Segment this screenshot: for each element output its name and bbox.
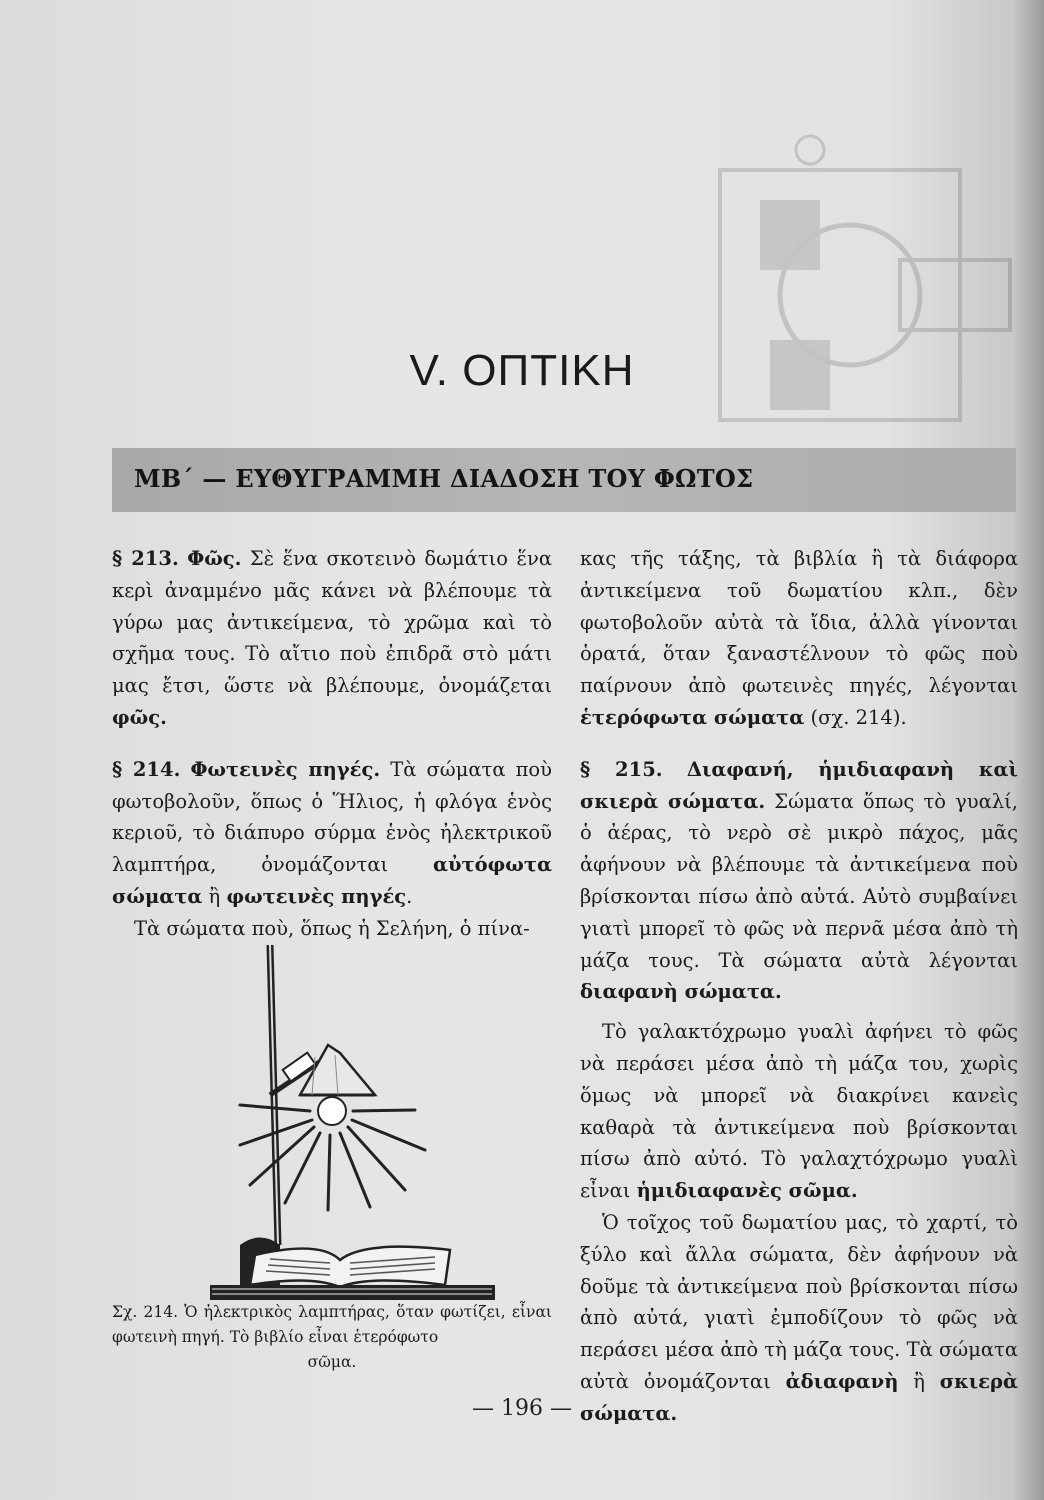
paragraph-number: § 214. <box>112 757 181 781</box>
paragraph-continued <box>580 543 1018 734</box>
caption-end: σῶμα. <box>307 1353 357 1371</box>
paragraph-heading: Φῶς. <box>187 547 242 570</box>
term-transparent: διαφανὴ σώματα. <box>580 980 782 1004</box>
paragraph-text: κας τῆς τάξης, τὰ βιβλία ἢ τὰ διάφορα ἀντικείμενα τοῦ δωματίου κλπ., δὲν φωτοβολοῦν αὐτὰ τὰ ἴδια, ἀλλὰ γίνονται ὁρατά, ὅταν ξαναστέλνουν τὸ φῶς ποὺ παίρνουν ἀπὸ φωτεινὲς πηγές, λέγονται <box>580 547 1018 698</box>
paragraph-number: § 215. <box>580 757 663 781</box>
punctuation: . <box>406 884 413 908</box>
paragraph-text: Σώματα ὅπως τὸ γυαλί, ὁ ἀέρας, τὸ νερὸ σὲ μικρὸ πάχος, μᾶς ἀφήνουν νὰ βλέπουμε τὰ ἀντικείμενα ποὺ βρίσκονται πίσω ἀπὸ αὐτά. Αὐτὸ συμβαίνει γιατὶ μπορεῖ τὸ φῶς νὰ περνᾶ μέσα ἀπὸ τὴ μάζα τους. Τὰ σώματα αὐτὰ λέγονται <box>580 789 1018 972</box>
paragraph-heading: Διαφανή, ἡμιδιαφανὴ καὶ σκιερὰ σώματα. <box>580 757 1018 813</box>
chapter-title: V. ΟΠΤΙΚΗ <box>409 346 635 395</box>
term-self-luminous: αὐτόφωτα σώματα <box>112 853 552 908</box>
term-shadow-casting: σκιερὰ σώματα. <box>580 1369 1018 1425</box>
right-column <box>580 543 1018 1430</box>
paragraph-text: Τὸ γαλακτόχρωμο γυαλὶ ἀφήνει τὸ φῶς νὰ περάσει μέσα ἀπὸ τὴ μάζα του, χωρὶς ὅμως νὰ μπορεῖ νὰ διακρίνει κανεὶς καθαρὰ τὰ ἀντικείμενα ποὺ βρίσκονται πίσω ἀπὸ αὐτό. Τὸ γαλαχτόχρωμο γυαλὶ εἶναι <box>580 1020 1018 1203</box>
paragraph-215 <box>580 754 1018 1008</box>
conjunction: ἢ <box>898 1369 940 1393</box>
paragraph-heading: Φωτεινὲς πηγές. <box>190 757 381 781</box>
term-non-luminous: ἑτερόφωτα σώματα <box>580 705 805 729</box>
paragraph-text: Τὰ σώματα ποὺ φωτοβολοῦν, ὅπως ὁ Ἥλιος, ἡ φλόγα ἑνὸς κεριοῦ, τὸ διάπυρο σύρμα ἑνὸς ἠλεκτρικοῦ λαμπτήρα, ὀνομάζονται <box>112 757 552 877</box>
section-title: ΜΒ΄ — ΕΥΘΥΓΡΑΜΜΗ ΔΙΑΔΟΣΗ ΤΟΥ ΦΩΤΟΣ <box>134 464 754 493</box>
paragraph-number: § 213. <box>112 547 179 570</box>
caption-text: Ὁ ἠλεκτρικὸς λαμπτήρας, ὅταν φωτίζει, εἶναι φωτεινὴ πηγή. Τὸ βιβλίο εἶναι ἑτερόφωτο <box>112 1303 552 1346</box>
figure-caption <box>112 1300 552 1375</box>
term-light-sources: φωτεινὲς πηγές <box>226 884 407 908</box>
conjunction: ἢ <box>202 884 227 908</box>
bleed-through-text <box>110 86 550 356</box>
term-opaque: ἀδιαφανὴ <box>785 1369 899 1393</box>
left-column <box>112 543 552 945</box>
lamp-and-book-illustration <box>200 945 500 1300</box>
paragraph-213 <box>112 543 552 734</box>
page-number: — 196 — <box>472 1396 572 1421</box>
caption-label: Σχ. 214. <box>112 1303 179 1321</box>
term-light: φῶς. <box>112 705 167 729</box>
term-translucent: ἡμιδιαφανὲς σῶμα. <box>636 1179 858 1203</box>
paragraph-translucent <box>580 1016 1018 1207</box>
paragraph-continuation: Τὰ σώματα ποὺ, ὅπως ἡ Σελήνη, ὁ πίνα- <box>134 916 530 940</box>
paragraph-214 <box>112 754 552 913</box>
reference: (σχ. 214). <box>804 705 907 729</box>
paragraph-text: Ὁ τοῖχος τοῦ δωματίου μας, τὸ χαρτί, τὸ ξύλο καὶ ἄλλα σώματα, δὲν ἀφήνουν νὰ δοῦμε τὰ ἀντικείμενα ποὺ βρίσκονται πίσω ἀπὸ αὐτά, γιατὶ ἐμποδίζουν τὸ φῶς νὰ περάσει μέσα ἀπὸ τὴ μάζα τους. Τὰ σώματα αὐτὰ ὀνομάζονται <box>580 1210 1018 1393</box>
paragraph-text: Σὲ ἕνα σκοτεινὸ δωμάτιο ἕνα κερὶ ἀναμμένο μᾶς κάνει νὰ βλέπουμε τὰ γύρω μας ἀντικείμενα, τὸ χρῶμα καὶ τὸ σχῆμα τους. Τὸ αἴτιο ποὺ ἐπιδρᾶ στὸ μάτι μας ἔτσι, ὥστε νὰ βλέπουμε, ὀνομάζεται <box>112 547 552 698</box>
